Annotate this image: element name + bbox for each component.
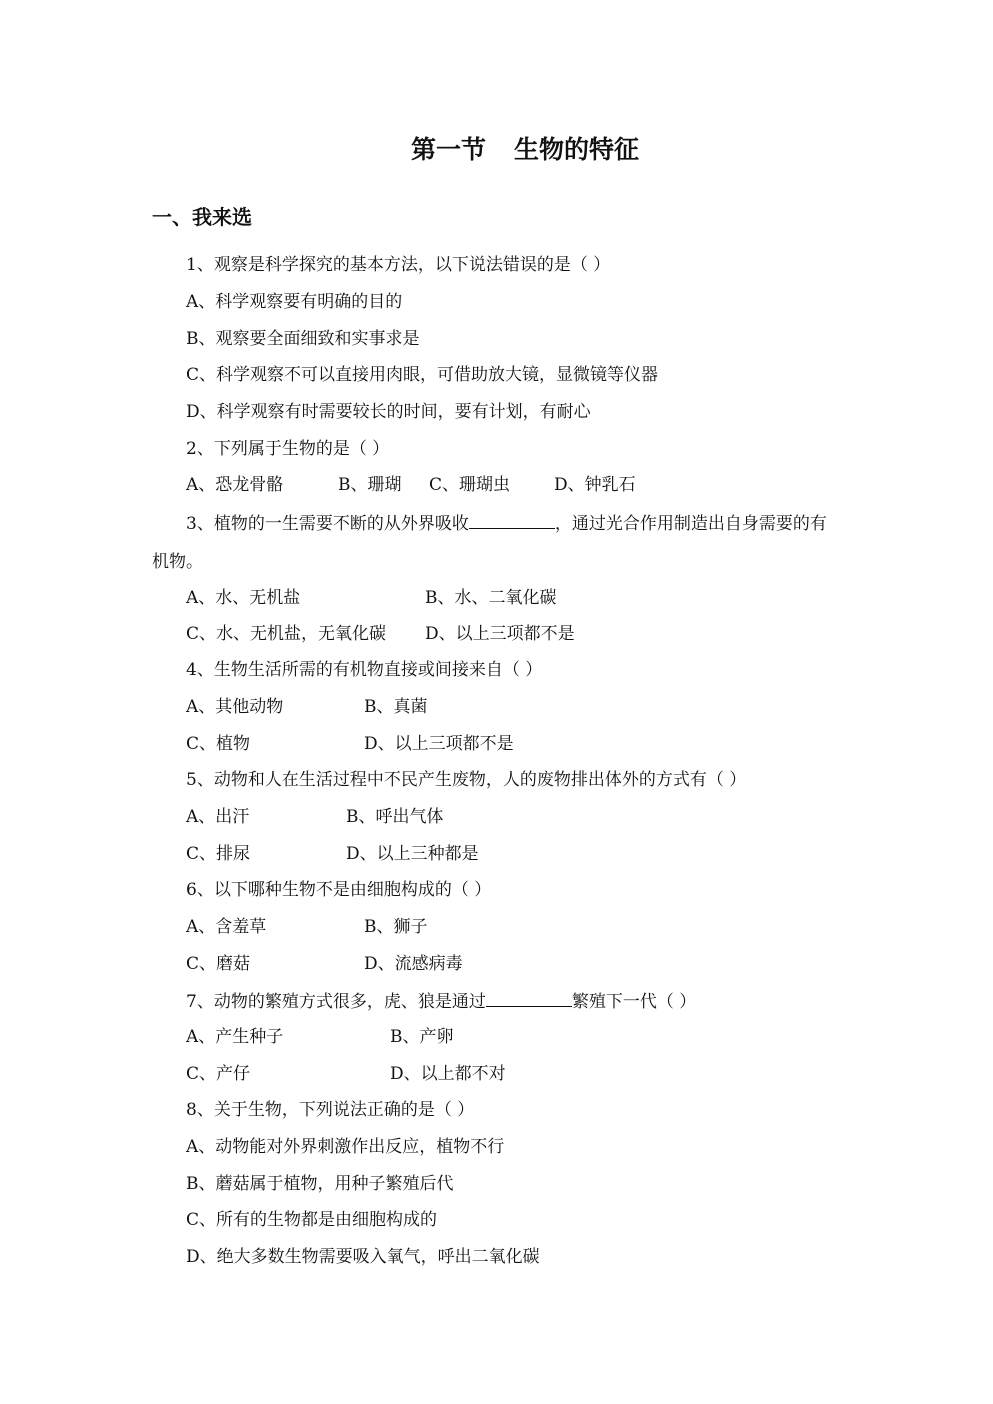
question-1-option-b: B、观察要全面细致和实事求是 [186, 329, 420, 349]
page-title [0, 130, 993, 166]
question-2-option-d: D、钟乳石 [554, 475, 636, 495]
question-7-option-b: B、产卵 [390, 1027, 454, 1047]
question-7-blank [486, 988, 572, 1007]
title-topic: 生物的特征 [514, 135, 640, 164]
title-section-number: 第一节 [410, 135, 486, 164]
question-5-option-c: C、排尿 [186, 844, 251, 864]
question-6-option-a: A、含羞草 [186, 917, 267, 937]
question-7-stem [186, 988, 696, 1014]
question-3-stem [186, 510, 827, 536]
question-6-option-d: D、流感病毒 [364, 954, 463, 974]
question-3-stem-post: ，通过光合作用制造出自身需要的有 [554, 514, 827, 534]
question-3-option-c: C、水、无机盐，无氧化碳 [186, 624, 387, 644]
question-3-option-b: B、水、二氧化碳 [425, 588, 557, 608]
section-heading: 一、我来选 [152, 205, 252, 229]
question-1-option-a: A、科学观察要有明确的目的 [186, 292, 403, 312]
question-4-option-c: C、植物 [186, 734, 251, 754]
question-1-stem: 1、观察是科学探究的基本方法，以下说法错误的是（ ） [186, 255, 611, 275]
question-7-option-a: A、产生种子 [186, 1027, 284, 1047]
question-7-stem-post: 繁殖下一代（ ） [571, 992, 697, 1012]
question-8-option-a: A、动物能对外界刺激作出反应，植物不行 [186, 1137, 505, 1157]
question-5-stem: 5、动物和人在生活过程中不民产生废物，人的废物排出体外的方式有（ ） [186, 770, 747, 790]
question-3-option-d: D、以上三项都不是 [425, 624, 575, 644]
question-8-stem: 8、关于生物，下列说法正确的是（ ） [186, 1100, 475, 1120]
question-4-stem: 4、生物生活所需的有机物直接或间接来自（ ） [186, 660, 543, 680]
question-3-option-a: A、水、无机盐 [186, 588, 301, 608]
question-4-option-d: D、以上三项都不是 [364, 734, 514, 754]
question-5-option-a: A、出汗 [186, 807, 250, 827]
question-3-stem-pre: 3、植物的一生需要不断的从外界吸收 [186, 514, 469, 534]
question-3-blank [469, 510, 555, 529]
question-1-option-d: D、科学观察有时需要较长的时间，要有计划，有耐心 [186, 402, 591, 422]
question-7-stem-pre: 7、动物的繁殖方式很多，虎、狼是通过 [186, 992, 486, 1012]
question-7-option-c: C、产仔 [186, 1064, 251, 1084]
question-1-option-c: C、科学观察不可以直接用肉眼，可借助放大镜，显微镜等仪器 [186, 365, 659, 385]
question-8-option-c: C、所有的生物都是由细胞构成的 [186, 1210, 438, 1230]
question-6-option-b: B、狮子 [364, 917, 428, 937]
question-2-option-a: A、恐龙骨骼 [186, 475, 284, 495]
question-2-option-b: B、珊瑚 [338, 475, 402, 495]
question-5-option-d: D、以上三种都是 [346, 844, 479, 864]
question-6-stem: 6、以下哪种生物不是由细胞构成的（ ） [186, 880, 492, 900]
question-5-option-b: B、呼出气体 [346, 807, 444, 827]
question-4-option-a: A、其他动物 [186, 697, 284, 717]
question-8-option-d: D、绝大多数生物需要吸入氧气，呼出二氧化碳 [186, 1247, 540, 1267]
question-7-option-d: D、以上都不对 [390, 1064, 506, 1084]
question-8-option-b: B、蘑菇属于植物，用种子繁殖后代 [186, 1174, 454, 1194]
question-2-option-c: C、珊瑚虫 [429, 475, 511, 495]
question-4-option-b: B、真菌 [364, 697, 428, 717]
question-6-option-c: C、磨菇 [186, 954, 251, 974]
question-2-stem: 2、下列属于生物的是（ ） [186, 439, 390, 459]
question-3-stem-continued: 机物。 [152, 552, 203, 572]
